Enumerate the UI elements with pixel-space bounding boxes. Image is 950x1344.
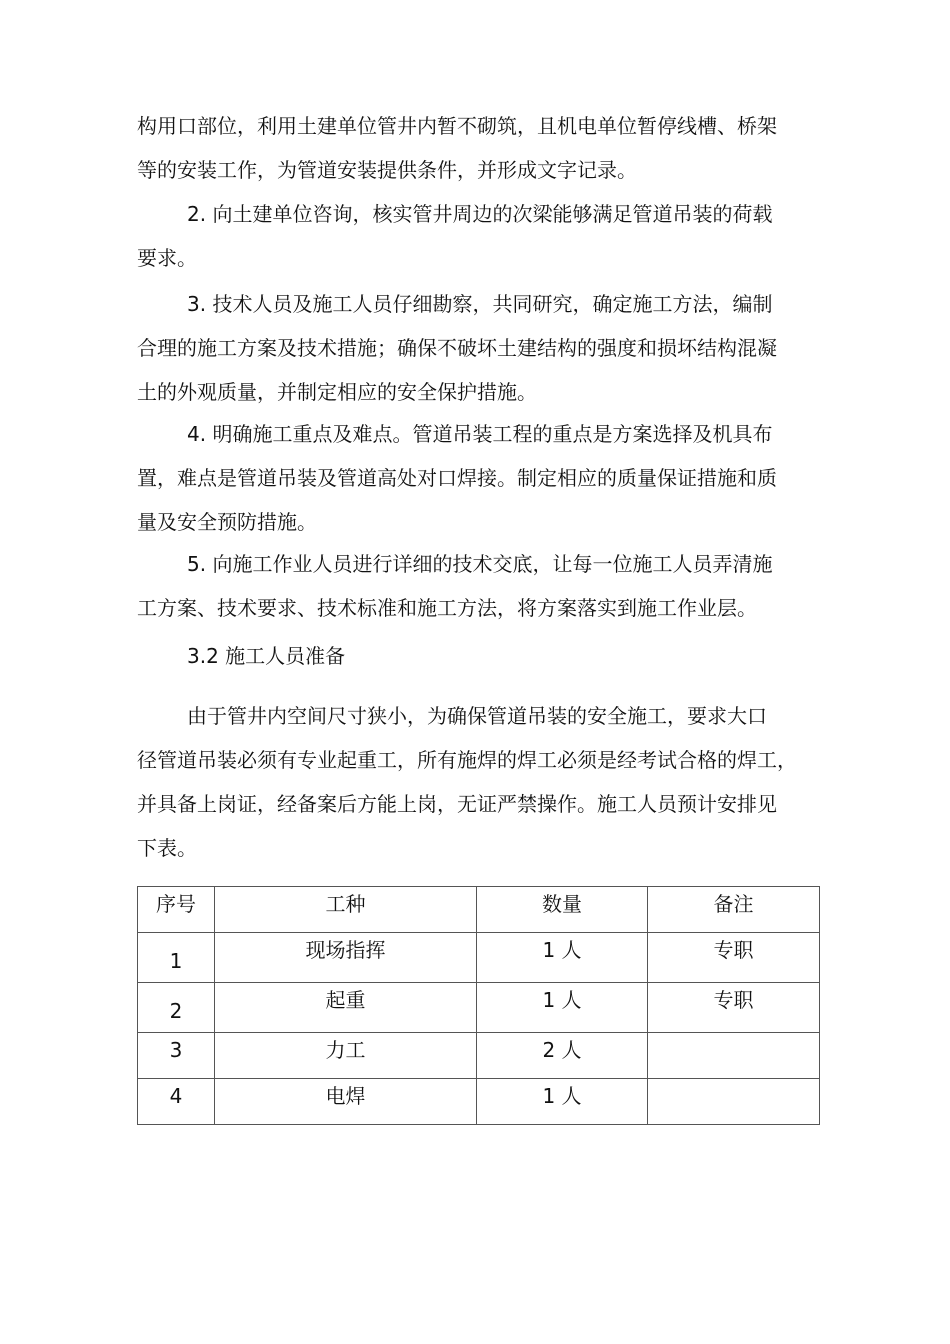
paragraph-item-5 [137, 542, 823, 630]
text-line: 2. 向土建单位咨询，核实管井周边的次梁能够满足管道吊装的荷载 [187, 202, 773, 226]
cell-notes [648, 1033, 820, 1079]
cell-quantity: 1 人 [477, 1079, 648, 1125]
cell-index: 1 [138, 933, 215, 983]
cell-trade: 起重 [215, 983, 477, 1033]
cell-trade: 现场指挥 [215, 933, 477, 983]
text-line: 并具备上岗证，经备案后方能上岗，无证严禁操作。施工人员预计安排见 [137, 792, 777, 816]
text-line: 合理的施工方案及技术措施；确保不破坏土建结构的强度和损坏结构混凝 [137, 336, 777, 360]
text-line: 置，难点是管道吊装及管道高处对口焊接。制定相应的质量保证措施和质 [137, 466, 777, 490]
paragraph-item-3 [137, 282, 823, 414]
paragraph-continued [137, 104, 823, 192]
cell-trade: 力工 [215, 1033, 477, 1079]
staffing-table [137, 886, 820, 1125]
cell-index: 4 [138, 1079, 215, 1125]
table-row [138, 983, 820, 1033]
cell-notes [648, 1079, 820, 1125]
paragraph-item-2 [137, 192, 823, 280]
text-line: 4. 明确施工重点及难点。管道吊装工程的重点是方案选择及机具布 [187, 422, 773, 446]
heading-text: 3.2 施工人员准备 [187, 644, 346, 668]
text-line: 由于管井内空间尺寸狭小，为确保管道吊装的安全施工，要求大口 [187, 704, 767, 728]
cell-notes: 专职 [648, 933, 820, 983]
table-row [138, 1079, 820, 1125]
text-line: 5. 向施工作业人员进行详细的技术交底，让每一位施工人员弄清施 [187, 552, 773, 576]
cell-quantity: 2 人 [477, 1033, 648, 1079]
text-line: 3. 技术人员及施工人员仔细勘察，共同研究，确定施工方法，编制 [187, 292, 773, 316]
cell-notes: 专职 [648, 983, 820, 1033]
text-line: 下表。 [137, 836, 197, 860]
text-line: 土的外观质量，并制定相应的安全保护措施。 [137, 380, 537, 404]
cell-index: 2 [138, 983, 215, 1033]
header-cell-notes: 备注 [648, 887, 820, 933]
text-line: 等的安装工作，为管道安装提供条件，并形成文字记录。 [137, 158, 637, 182]
text-line: 构用口部位，利用土建单位管井内暂不砌筑，且机电单位暂停线槽、桥架 [137, 114, 777, 138]
cell-trade: 电焊 [215, 1079, 477, 1125]
cell-quantity: 1 人 [477, 933, 648, 983]
paragraph-staffing [137, 694, 823, 870]
text-line: 径管道吊装必须有专业起重工，所有施焊的焊工必须是经考试合格的焊工， [137, 748, 797, 772]
header-cell-quantity: 数量 [477, 887, 648, 933]
section-heading [137, 634, 823, 678]
table-header-row [138, 887, 820, 933]
table-row [138, 933, 820, 983]
header-cell-index: 序号 [138, 887, 215, 933]
paragraph-item-4 [137, 412, 823, 544]
table-row [138, 1033, 820, 1079]
header-cell-trade: 工种 [215, 887, 477, 933]
text-line: 工方案、技术要求、技术标准和施工方法，将方案落实到施工作业层。 [137, 596, 757, 620]
text-line: 要求。 [137, 246, 197, 270]
text-line: 量及安全预防措施。 [137, 510, 317, 534]
cell-quantity: 1 人 [477, 983, 648, 1033]
cell-index: 3 [138, 1033, 215, 1079]
